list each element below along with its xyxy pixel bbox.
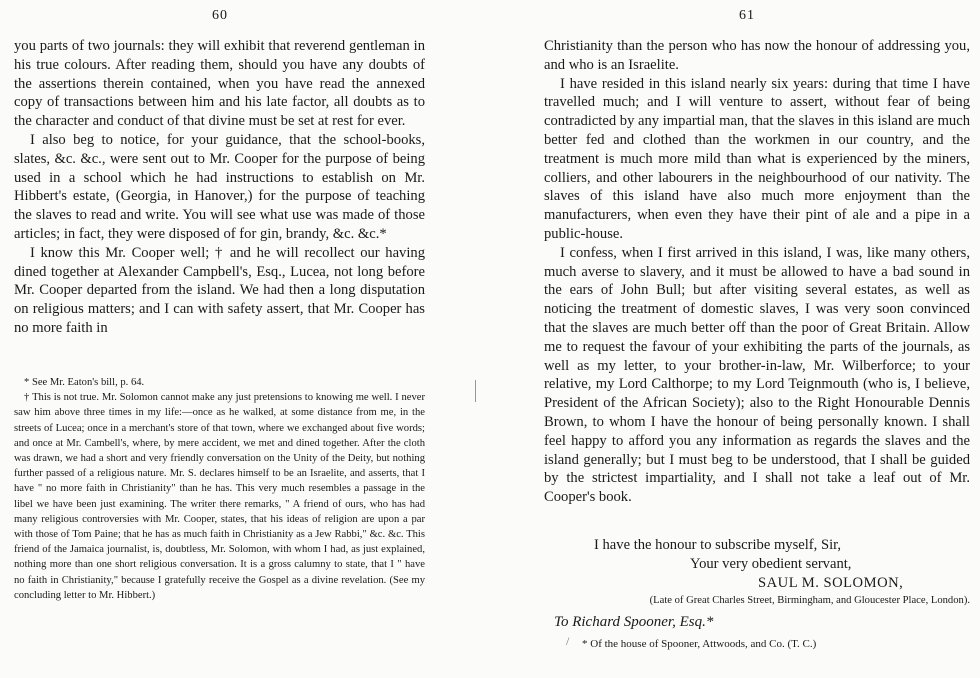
left-body-text	[14, 37, 425, 338]
footnote-dagger: † This is not true. Mr. Solomon cannot make any just pretensions to knowing me well. I never saw him above three times in my life:—once as he walked, at some distance from me, in the streets of Lucea; once in a merchant's store of that town, where we exchanged about five words; and once at Mr. Cambell's, where, by mere accident, we met and dined together. After the cloth was drawn, we had a short and very friendly conversation on the Unity of the Deity, but nothing further passed of a religious nature. Mr. S. declares himself to be an Israelite, and asserts, that I have " no more faith in Christianity" than he has. This very much resembles a passage in the libel we have been just examining. The writer there remarks, " A friend of ours, who has had many religious controversies with Mr. Cooper, states, that his ideas of religion are upon a par with those of Tom Paine; that he has as much faith in Christianity as a Jew Rabbi," &c. &c. This friend of the Jamaica journalist, is, doubtless, Mr. Solomon, with whom I had, as just explained, nothing more than one short religious conversation. It is a gross calumny to state, that I " have no faith in Christianity," because I gratefully receive the Gospel as a divine revelation. (See my concluding letter to Mr. Hibbert.)	[14, 392, 425, 601]
left-paragraph-2: I also beg to notice, for your guidance, that the school-books, slates, &c. &c., were sent out to Mr. Cooper for the purpose of being used in a school which he had instructions to establish on Mr. Hibbert's estate, (Georgia, in Hanover,) for the purpose of teaching the slaves to read and write. You will see what use was made of those articles; in fact, they were disposed of for gin, brandy, &c. &c.*	[14, 131, 425, 242]
right-page-number: 61	[739, 8, 755, 23]
left-page-number: 60	[212, 8, 228, 23]
right-paragraph-3: I confess, when I first arrived in this island, I was, like many others, much averse to slavery, and it must be allowed to have a bad sound in the ears of John Bull; but after visiting several estates, as well as noticing the treatment of domestic slaves, I was very soon convinced that the slaves are much better off than the poor of Great Britain. Allow me to request the favour of your exhibiting the parts of the journals, as well as my letter, to your brother-in-law, Mr. Wilberforce; to your relative, my Lord Calthorpe; to my Lord Teignmouth (who is, I believe, President of the African Society); also to the Right Honourable Dennis Brown, to whom I have the honour of being personally known. I shall feel happy to afford you any information as regards the slaves and the island generally; but I must beg to be understood, that I shall be guided by the strictest impartiality, and I shall not take a leaf out of Mr. Cooper's book.	[544, 244, 970, 506]
left-page	[0, 0, 470, 678]
closing-line: I have the honour to subscribe myself, Sir,	[594, 537, 842, 553]
right-paragraph-1: Christianity than the person who has now the honour of addressing you, and who is an Israelite.	[544, 38, 970, 73]
pencil-mark: /	[566, 634, 570, 648]
gutter-mark	[475, 380, 476, 402]
addressee: To Richard Spooner, Esq.*	[554, 614, 714, 631]
left-paragraph-3: I know this Mr. Cooper well; † and he will recollect our having dined together at Alexander Campbell's, Esq., Lucea, not long before Mr. Cooper departed from the island. We had then a long disputation on religious matters; and I can with safety assert, that Mr. Cooper has no more faith in	[14, 244, 425, 336]
left-footnotes	[14, 375, 425, 603]
right-body-text	[544, 37, 970, 507]
right-paragraph-2: I have resided in this island nearly six years: during that time I have travelled much; and I will venture to assert, without fear of being contradicted by any impartial man, that the slaves in this island are much better fed and clothed than the workmen in our country, and the treatment is much more mild than what is experienced by the miners, colliers, and other labourers in the neighbourhood of our nativity. The slaves of this island have also much more enjoyment than the manufacturers, when even they have their pint of ale and a pipe in a public-house.	[544, 75, 970, 242]
right-footnote: * Of the house of Spooner, Attwoods, and Co. (T. C.)	[582, 638, 817, 650]
signature: SAUL M. SOLOMON,	[758, 574, 904, 591]
letter-closing	[544, 536, 970, 632]
footnote-asterisk: * See Mr. Eaton's bill, p. 64.	[24, 377, 145, 388]
left-paragraph-1: you parts of two journals: they will exhibit that reverend gentleman in his true colours. After reading them, should you have any doubts of the assertions therein contained, when you have read the annexed copy of transactions between him and his late factor, all doubts as to the character and conduct of that divine must be set at rest for ever.	[14, 38, 425, 130]
right-page	[530, 0, 980, 678]
sender-address: (Late of Great Charles Street, Birmingham, and Gloucester Place, London).	[649, 595, 970, 607]
valediction: Your very obedient servant,	[690, 555, 852, 572]
